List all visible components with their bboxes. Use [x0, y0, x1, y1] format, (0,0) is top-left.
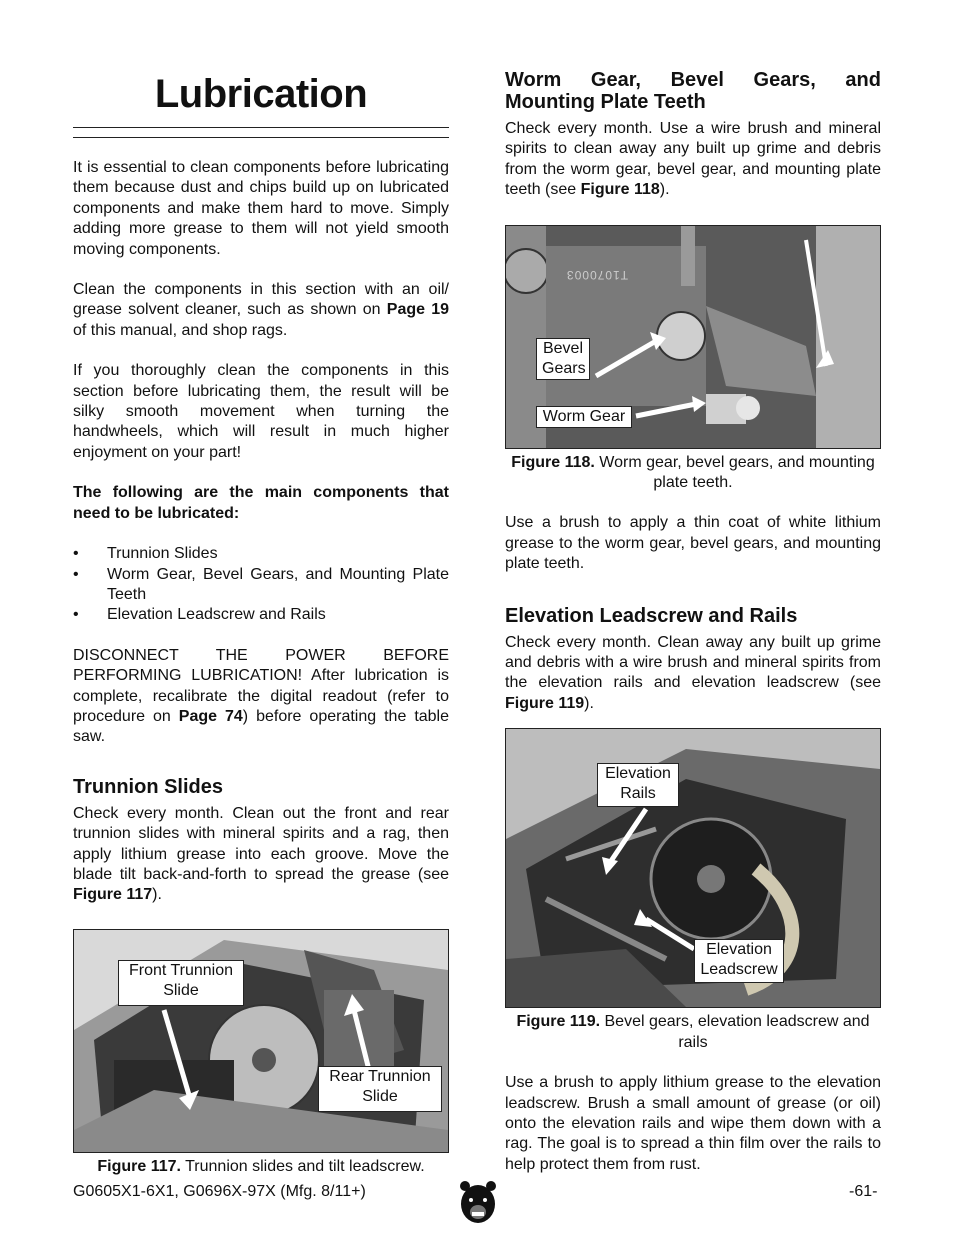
bear-logo-icon [459, 1178, 497, 1224]
casting-label: T1070003 [566, 267, 629, 282]
elevation-paragraph: Check every month. Clean away any built up grime and debris with a wire brush and mineral spirits from the elevation rails and elevation leadscrew (see Figure 119). [505, 633, 881, 712]
silky-paragraph: If you thoroughly clean the components in this section before lubricating them, the result will be silky smooth movement when turning the handwheels, which will result in much higher enjoyment on your part! [73, 362, 449, 461]
list-item: • Elevation Leadscrew and Rails [73, 605, 449, 625]
bullet-icon: • [73, 565, 79, 583]
page-title: Lubrication [154, 72, 368, 116]
intro-paragraph: It is essential to clean components before lubricating them because dust and chips build up on lubricated components and make them hard to move. Simply adding more grease to them will not yield smooth moving components. [73, 159, 449, 258]
list-item: • Trunnion Slides [73, 544, 449, 564]
left-column [73, 62, 449, 1177]
callout-rear-trunnion: Rear Trunnion Slide [318, 1066, 442, 1112]
title-rule-top [73, 127, 449, 128]
elevation-leadscrew-illustration [506, 729, 880, 1007]
figure-119-ref: Figure 119 [505, 694, 585, 712]
main-components-heading: The following are the main components that need to be lubricated: [73, 484, 449, 522]
callout-elevation-leadscrew: Elevation Leadscrew [694, 939, 784, 983]
figure-117-caption: Figure 117. Trunnion slides and tilt leadscrew. [97, 1157, 425, 1175]
brush-paragraph: Use a brush to apply a thin coat of white lithium grease to the worm gear, bevel gears, and mounting plate teeth. [505, 514, 881, 573]
elevation-heading: Elevation Leadscrew and Rails [505, 604, 798, 627]
footer-model: G0605X1-6X1, G0696X-97X (Mfg. 8/11+) [73, 1183, 366, 1200]
bullet-icon: • [73, 606, 79, 624]
final-paragraph: Use a brush to apply lithium grease to the elevation leadscrew. Brush a small amount of grease (or oil) onto the elevation rails and wipe them down with a rag. The goal is to spread a thin film over the rails to help protect them from rust. [505, 1074, 881, 1173]
page-number: -61- [849, 1183, 878, 1200]
figure-118-ref: Figure 118 [580, 181, 660, 199]
bullet-icon: • [73, 545, 79, 563]
worm-gear-heading: Worm Gear, Bevel Gears, and Mounting Plate Teeth [505, 69, 881, 113]
callout-bevel-gears: Bevel Gears [536, 338, 590, 380]
callout-elevation-rails: Elevation Rails [597, 763, 679, 807]
page-74-ref: Page 74 [178, 707, 243, 725]
trunnion-paragraph: Check every month. Clean out the front and rear trunnion slides with mineral spirits and a rag, then apply lithium grease into each groove. Move the blade tilt back-and-forth to spread the grease (see Figure 117). [73, 804, 449, 904]
callout-front-trunnion: Front Trunnion Slide [118, 960, 244, 1006]
figure-117-photo [73, 929, 449, 1153]
figure-118-photo [505, 225, 881, 449]
figure-117-ref: Figure 117 [73, 886, 153, 904]
callout-worm-gear: Worm Gear [536, 406, 632, 428]
figure-118-caption: Figure 118. Worm gear, bevel gears, and mounting plate teeth. [511, 453, 875, 492]
component-list [73, 544, 449, 626]
trunnion-heading: Trunnion Slides [73, 775, 224, 798]
figure-119-photo [505, 728, 881, 1008]
figure-119-caption: Figure 119. Bevel gears, elevation leadscrew and rails [516, 1013, 870, 1051]
page-19-ref: Page 19 [386, 301, 449, 319]
title-rule-bottom [73, 137, 449, 138]
right-column [505, 62, 881, 1175]
clean-paragraph: Clean the components in this section with an oil/ grease solvent cleaner, such as shown on Page 19 of this manual, and shop rags. [73, 281, 449, 339]
list-item: • Worm Gear, Bevel Gears, and Mounting Plate Teeth [73, 565, 449, 603]
disconnect-warning: DISCONNECT THE POWER BEFORE PERFORMING LUBRICATION! After lubrication is complete, recalibrate the digital readout (refer to procedure on Page 74) before operating the table saw. [73, 646, 450, 746]
worm-gear-paragraph: Check every month. Use a wire brush and mineral spirits to clean away any built up grime and debris from the worm gear, bevel gear, and mounting plate teeth (see Figure 118). [505, 120, 881, 199]
